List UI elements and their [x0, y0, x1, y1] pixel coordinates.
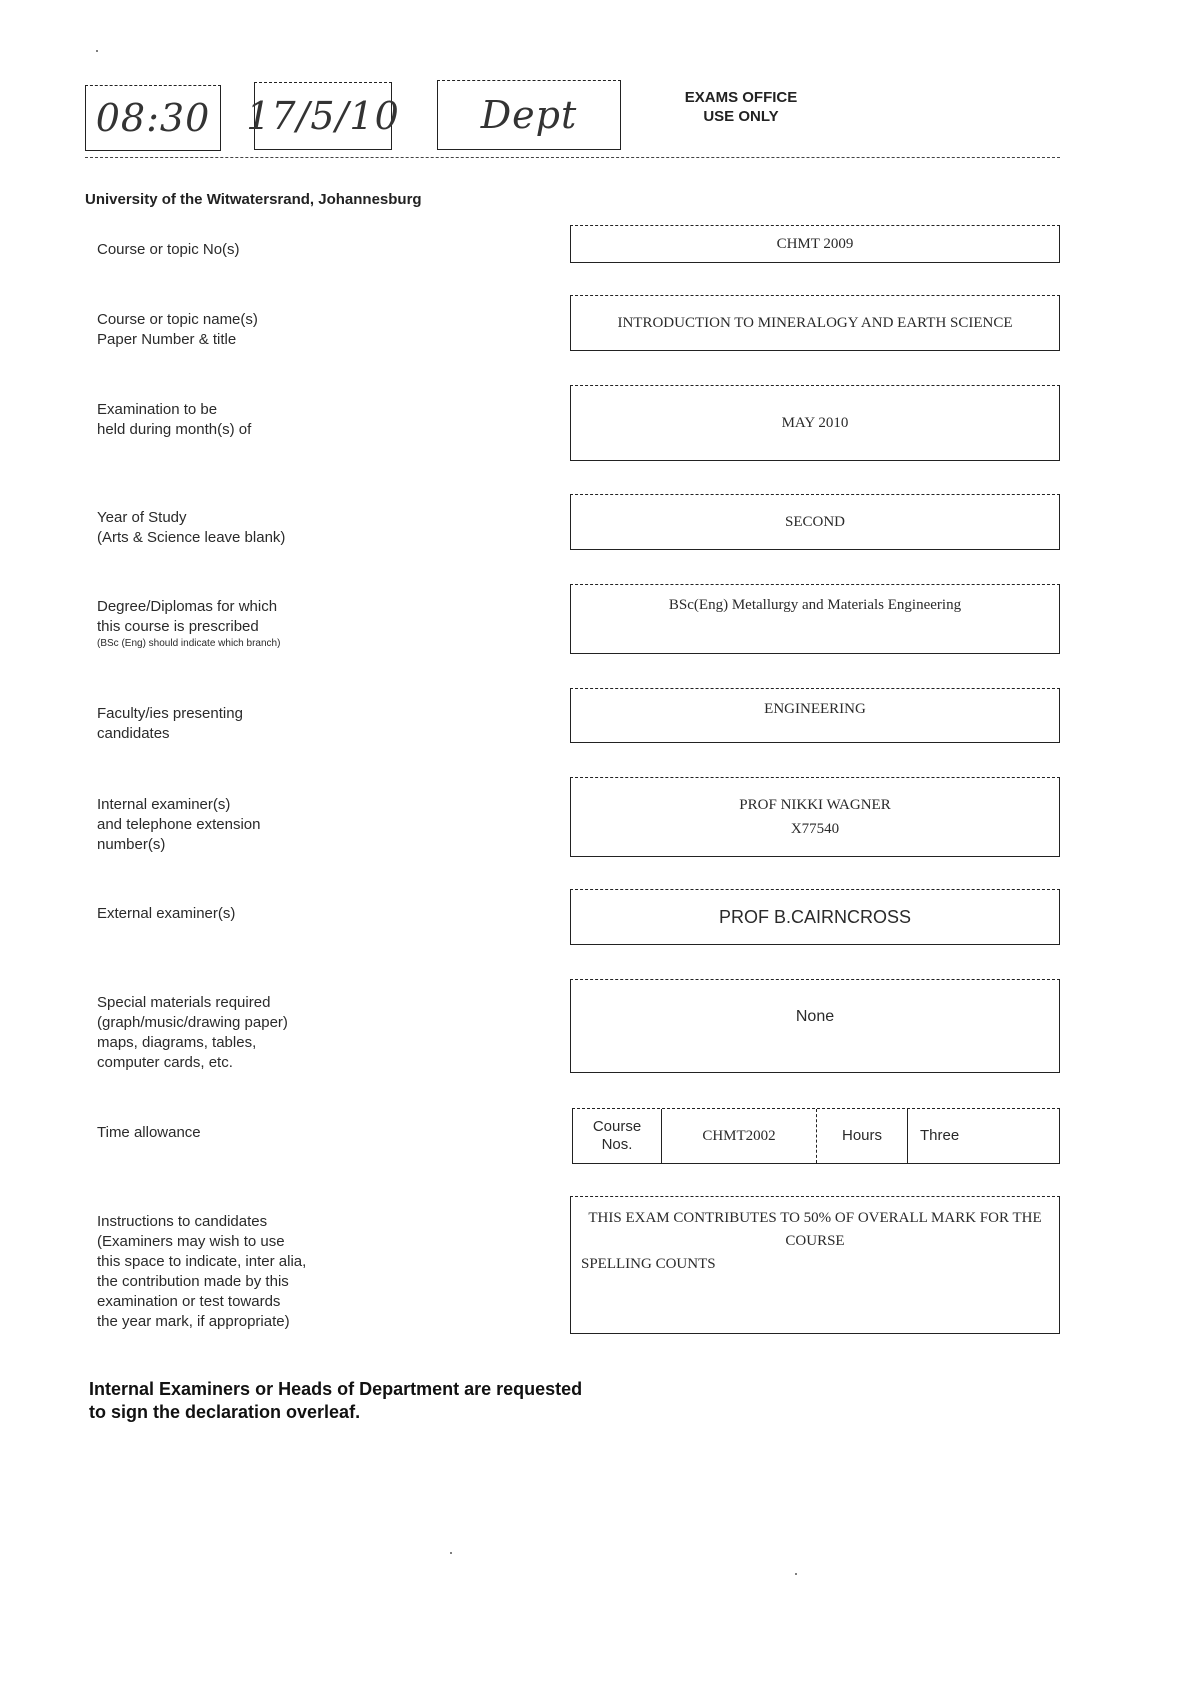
internal-examiner-label — [97, 795, 260, 855]
scan-speck — [450, 1552, 452, 1554]
degree-label-line3: (BSc (Eng) should indicate which branch) — [97, 638, 281, 649]
instructions-value-line2: SPELLING COUNTS — [581, 1256, 716, 1272]
internal-examiner-label-line1: Internal examiner(s) — [97, 796, 231, 813]
year-of-study-field — [570, 494, 1060, 550]
exams-office-line2: USE ONLY — [703, 108, 779, 125]
course-no-field — [570, 225, 1060, 263]
external-examiner-value: PROF B.CAIRNCROSS — [718, 906, 912, 927]
faculty-label — [97, 704, 243, 744]
instructions-label-line5: examination or test towards — [97, 1293, 281, 1310]
scan-speck — [96, 50, 98, 52]
external-examiner-label-line1: External examiner(s) — [97, 905, 236, 922]
dept-box — [437, 80, 621, 150]
exams-office-line1: EXAMS OFFICE — [684, 89, 798, 106]
special-materials-label — [97, 993, 288, 1073]
special-materials-label-line4: computer cards, etc. — [97, 1054, 233, 1071]
year-of-study-label-line2: (Arts & Science leave blank) — [97, 529, 286, 546]
degree-label-line2: this course is prescribed — [97, 618, 259, 635]
exams-office-label — [676, 88, 806, 126]
declaration-note — [89, 1378, 582, 1424]
header-divider — [85, 157, 1060, 158]
exam-month-value: MAY 2010 — [781, 414, 849, 431]
special-materials-field — [570, 979, 1060, 1073]
scan-speck — [795, 1573, 797, 1575]
external-examiner-label — [97, 904, 235, 924]
declaration-note-line1: Internal Examiners or Heads of Department are requested — [89, 1379, 583, 1399]
external-examiner-field — [570, 889, 1060, 945]
exam-month-field — [570, 385, 1060, 461]
time-allowance-label-line1: Time allowance — [97, 1124, 201, 1141]
year-of-study-label — [97, 508, 285, 548]
course-name-label — [97, 310, 258, 350]
internal-examiner-label-line2: and telephone extension — [97, 816, 261, 833]
course-name-label-line1: Course or topic name(s) — [97, 311, 258, 328]
year-of-study-label-line1: Year of Study — [97, 509, 187, 526]
instructions-label-line6: the year mark, if appropriate) — [97, 1313, 290, 1330]
course-nos-label-line1: Course — [592, 1118, 642, 1135]
internal-examiner-name: PROF NIKKI WAGNER — [739, 797, 891, 813]
course-name-value: INTRODUCTION TO MINERALOGY AND EARTH SCIENCE — [617, 314, 1013, 331]
internal-examiner-extension: X77540 — [790, 821, 840, 837]
instructions-label-line3: this space to indicate, inter alia, — [97, 1253, 307, 1270]
internal-examiner-field — [570, 777, 1060, 857]
degree-label — [97, 597, 280, 650]
handwritten-dept: Dept — [480, 93, 578, 137]
course-no-label — [97, 240, 240, 260]
course-no-value: CHMT 2009 — [776, 235, 854, 252]
handwritten-date: 17/5/10 — [246, 94, 400, 138]
exam-month-label-line1: Examination to be — [97, 401, 218, 418]
handwritten-time: 08:30 — [95, 96, 211, 140]
special-materials-label-line3: maps, diagrams, tables, — [97, 1034, 257, 1051]
instructions-label-line2: (Examiners may wish to use — [97, 1233, 285, 1250]
instructions-field — [570, 1196, 1060, 1334]
hours-value: Three — [920, 1127, 960, 1144]
time-allowance-table — [572, 1108, 1060, 1164]
university-name: University of the Witwatersrand, Johannesburg — [85, 191, 422, 208]
hours-value-cell — [908, 1109, 1059, 1163]
course-nos-label-line2: Nos. — [601, 1136, 633, 1153]
instructions-label-line1: Instructions to candidates — [97, 1213, 268, 1230]
degree-value: BSc(Eng) Metallurgy and Materials Engineering — [668, 597, 962, 613]
special-materials-value: None — [795, 1008, 835, 1025]
exam-month-label-line2: held during month(s) of — [97, 421, 252, 438]
course-name-field — [570, 295, 1060, 351]
course-nos-header-cell — [573, 1109, 662, 1163]
faculty-field — [570, 688, 1060, 743]
date-box — [246, 82, 400, 150]
internal-examiner-label-line3: number(s) — [97, 836, 166, 853]
course-nos-value: CHMT2002 — [702, 1128, 776, 1144]
declaration-note-line2: to sign the declaration overleaf. — [89, 1402, 361, 1422]
hours-header-cell — [817, 1109, 908, 1163]
instructions-label-line4: the contribution made by this — [97, 1273, 289, 1290]
faculty-label-line2: candidates — [97, 725, 170, 742]
course-name-label-line2: Paper Number & title — [97, 331, 237, 348]
year-of-study-value: SECOND — [784, 513, 845, 530]
hours-label: Hours — [841, 1127, 882, 1144]
special-materials-label-line2: (graph/music/drawing paper) — [97, 1014, 288, 1031]
instructions-value-line1: THIS EXAM CONTRIBUTES TO 50% OF OVERALL MARK FOR THE COURSE — [588, 1210, 1042, 1249]
exam-month-label — [97, 400, 251, 440]
faculty-value: ENGINEERING — [764, 701, 866, 717]
time-allowance-label — [97, 1123, 201, 1143]
faculty-label-line1: Faculty/ies presenting — [97, 705, 243, 722]
special-materials-label-line1: Special materials required — [97, 994, 271, 1011]
course-nos-value-cell — [662, 1109, 817, 1163]
instructions-label — [97, 1212, 306, 1332]
degree-field — [570, 584, 1060, 654]
course-no-label-line1: Course or topic No(s) — [97, 241, 240, 258]
time-box — [85, 85, 221, 151]
degree-label-line1: Degree/Diplomas for which — [97, 598, 278, 615]
